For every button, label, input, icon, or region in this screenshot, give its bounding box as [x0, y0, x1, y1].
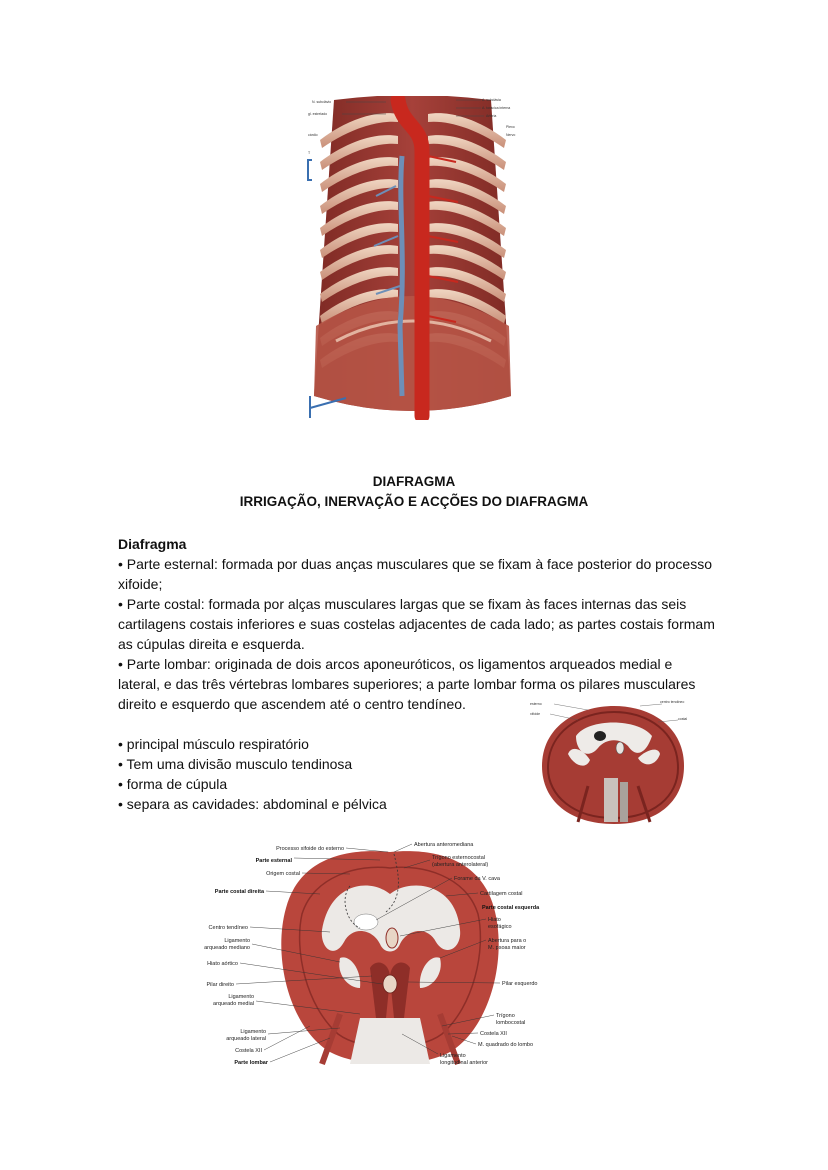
fig2-label-0: esterno — [530, 702, 542, 706]
azygos-vein — [400, 156, 402, 396]
label-costela-xii-r: Costela XII — [480, 1031, 507, 1037]
feature-item: • Tem uma divisão musculo tendinosa — [118, 756, 353, 772]
aortic-hiatus — [383, 975, 397, 993]
fig1-label-l2: cárdio — [308, 133, 318, 137]
label-trigono-lombocostal-1: Trígono — [496, 1013, 515, 1019]
parts-line: • Parte esternal: formada por duas anças musculares que se fixam à face posterior do processo — [118, 556, 712, 572]
feature-item: • principal músculo respiratório — [118, 736, 309, 752]
label-parte-esternal: Parte esternal — [255, 858, 292, 864]
fig1-label-r2: Artéria — [486, 114, 497, 118]
bracket-top — [308, 160, 312, 180]
parts-line: as cúpulas direita e esquerda. — [118, 636, 305, 652]
label-ligamento-longitudinal-1: Ligamento — [440, 1053, 466, 1059]
label-hiato-aortico: Hiato aórtico — [207, 961, 238, 967]
fig1-label-r4: Nervo — [506, 133, 516, 137]
parts-line: direito e esquerdo que ascendem até o centro tendíneo. — [118, 696, 466, 712]
label-parte-lombar: Parte lombar — [234, 1060, 268, 1066]
fig1-label-r0: A. subclávia — [482, 98, 501, 102]
fig1-label-r3: Plexo — [506, 125, 515, 129]
fig1-label-l0: N. subclávio — [312, 100, 332, 104]
diaphragm-small-illustration — [528, 696, 694, 828]
vena-cava-foramen — [354, 914, 378, 930]
label-trigono-lombocostal-2: lombocostal — [496, 1020, 526, 1026]
feature-item: • separa as cavidades: abdominal e pélvica — [118, 796, 387, 812]
label-pilar-direito: Pilar direito — [206, 982, 234, 988]
section-title: Diafragma — [118, 536, 187, 552]
label-processo-xifoide: Processo xifoide do esterno — [276, 846, 344, 852]
page-subtitle: IRRIGAÇÃO, INERVAÇÃO E ACÇÕES DO DIAFRAGMA — [239, 494, 589, 509]
label-arqueado-medial: arqueado medial — [213, 1001, 254, 1007]
diaphragm-labeled-illustration — [190, 838, 590, 1070]
feature-item: • forma de cúpula — [118, 776, 228, 792]
parts-list — [118, 554, 718, 714]
label-centro-tendineo: Centro tendíneo — [208, 925, 248, 931]
label-ligamento-1: Ligamento — [224, 938, 250, 944]
label-arqueado-mediano: arqueado mediano — [204, 945, 250, 951]
fig1-label-l3: T — [308, 151, 311, 155]
thorax-posterior-illustration — [306, 96, 519, 420]
label-parte-costal-esquerda: Parte costal esquerda — [482, 905, 540, 911]
page-title: DIAFRAGMA — [372, 474, 456, 489]
label-abertura-psoas: Abertura para o — [488, 938, 527, 944]
label-cartilagem-costal: Cartilagem costal — [480, 891, 523, 897]
fig2-label-3: costal — [678, 717, 688, 721]
parts-line: • Parte costal: formada por alças musculares largas que se fixam às faces internas das seis — [118, 596, 687, 612]
esophageal-hiatus — [386, 928, 398, 948]
fig1-label-l1: gl. estrelado — [308, 112, 328, 116]
label-forame-vcava: Forame da V. cava — [454, 876, 500, 882]
label-costela-xii-l: Costela XII — [235, 1048, 262, 1054]
parts-line: lateral, e das três vértebras lombares superiores; a parte lombar forma os pilares musculares — [118, 676, 696, 692]
label-ligamento-longitudinal-2: longitudinal anterior — [440, 1060, 489, 1066]
label-abertura-anterolateral: (abertura anterolateral) — [432, 862, 489, 868]
parts-line: • Parte lombar: originada de dois arcos aponeuróticos, os ligamentos arqueados medial e — [118, 656, 673, 672]
label-esofagico: esofágico — [488, 924, 512, 930]
fig2-label-2: centro tendíneo — [660, 700, 685, 704]
fig1-label-r1: A. torácica interna — [482, 106, 511, 110]
label-abertura-anteromediana: Abertura anteromediana — [414, 842, 474, 848]
label-ligamento-3: Ligamento — [240, 1029, 266, 1035]
label-quadrado-lombo: M. quadrado do lombo — [478, 1042, 534, 1048]
label-ligamento-2: Ligamento — [228, 994, 254, 1000]
label-parte-costal-direita: Parte costal direita — [214, 889, 264, 895]
parts-line: xifoide; — [118, 576, 163, 592]
label-origem-costal: Origem costal — [266, 871, 300, 877]
label-pilar-esquerdo: Pilar esquerdo — [502, 981, 538, 987]
label-trigono-esternocostal: Trígono esternocostal — [432, 855, 485, 861]
features-list — [118, 734, 387, 814]
fig2-label-1: xifoide — [530, 712, 541, 716]
parts-line: cartilagens costais inferiores e suas costelas adjacentes de cada lado; as partes costais formam — [118, 616, 715, 632]
label-psoas-maior: M. psoas maior — [488, 945, 526, 951]
label-hiato: Hiato — [488, 917, 501, 923]
label-arqueado-lateral: arqueado lateral — [226, 1036, 266, 1042]
